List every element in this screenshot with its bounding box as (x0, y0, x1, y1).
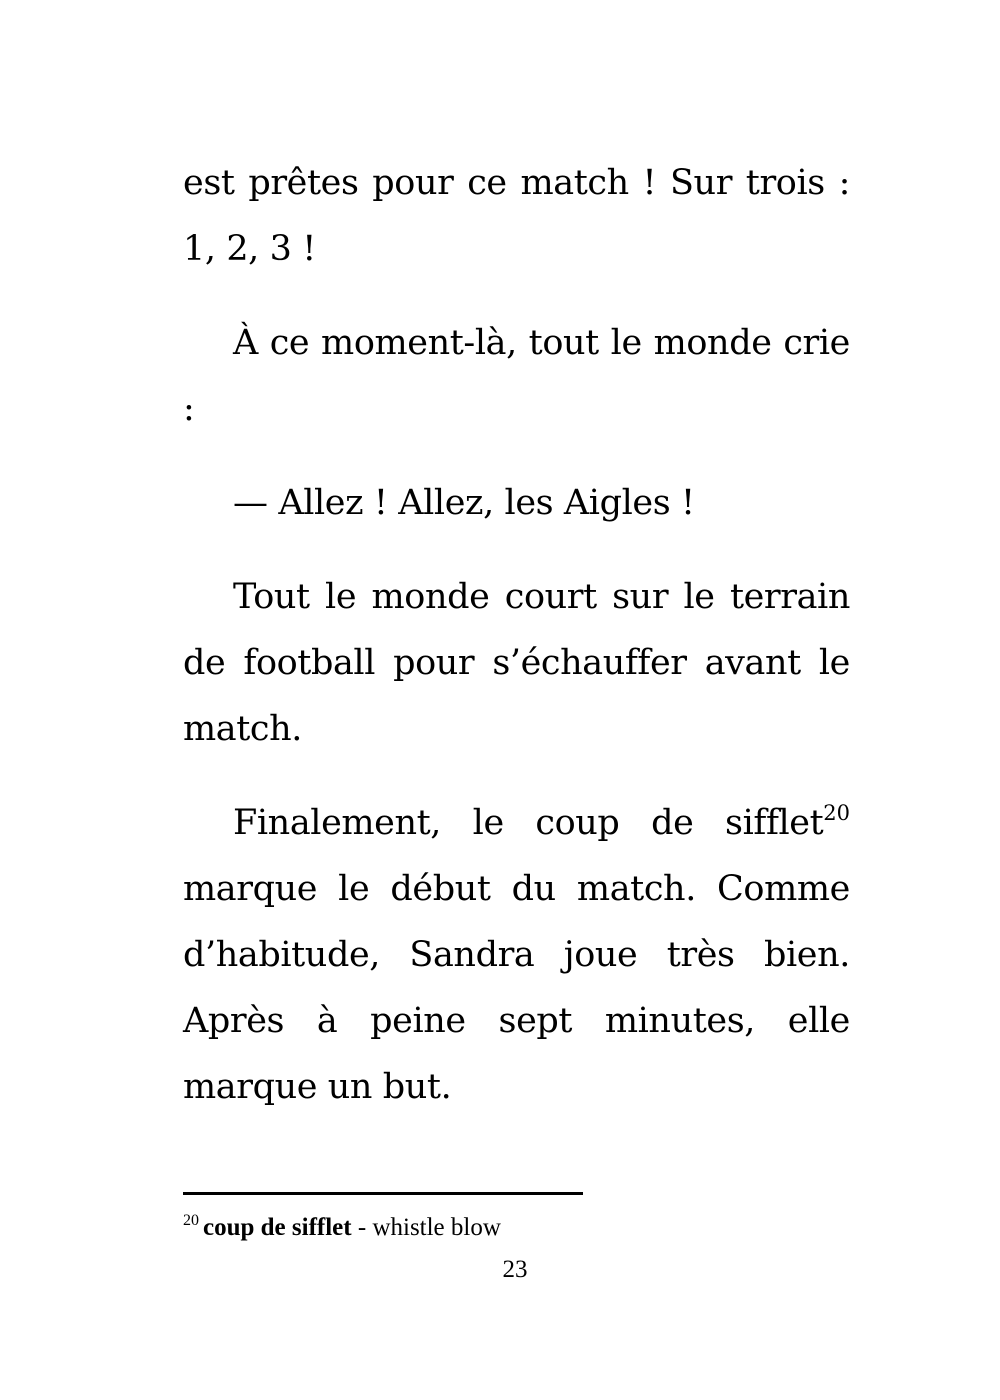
footnote-definition: whistle blow (372, 1214, 501, 1241)
paragraph-dialogue: — Allez ! Allez, les Aigles ! (233, 483, 695, 523)
paragraph-continuation: est prêtes pour ce match ! Sur trois : 1, 2, 3 ! (183, 163, 850, 269)
footnote (183, 1212, 883, 1244)
page-number: 23 (502, 1256, 528, 1283)
paragraph-match-start (183, 790, 850, 1120)
footnote-divider (183, 1192, 583, 1195)
paragraph-warmup: Tout le monde court sur le terrain de football pour s’échauffer avant le match. (183, 577, 850, 749)
footnote-reference-marker: 20 (823, 801, 850, 825)
paragraph-narration: À ce moment-là, tout le monde crie : (183, 323, 850, 429)
page-body (183, 150, 850, 1148)
footnote-number: 20 (183, 1212, 199, 1229)
paragraph-text-before-ref: Finalement, le coup de sifflet (233, 803, 824, 843)
footnote-separator: - (351, 1214, 373, 1241)
paragraph-text-after-ref: marque le début du match. Comme d’habitude, Sandra joue très bien. Après à peine sept minutes, elle marque un but. (183, 869, 850, 1107)
footnote-term: coup de sifflet (203, 1214, 352, 1241)
